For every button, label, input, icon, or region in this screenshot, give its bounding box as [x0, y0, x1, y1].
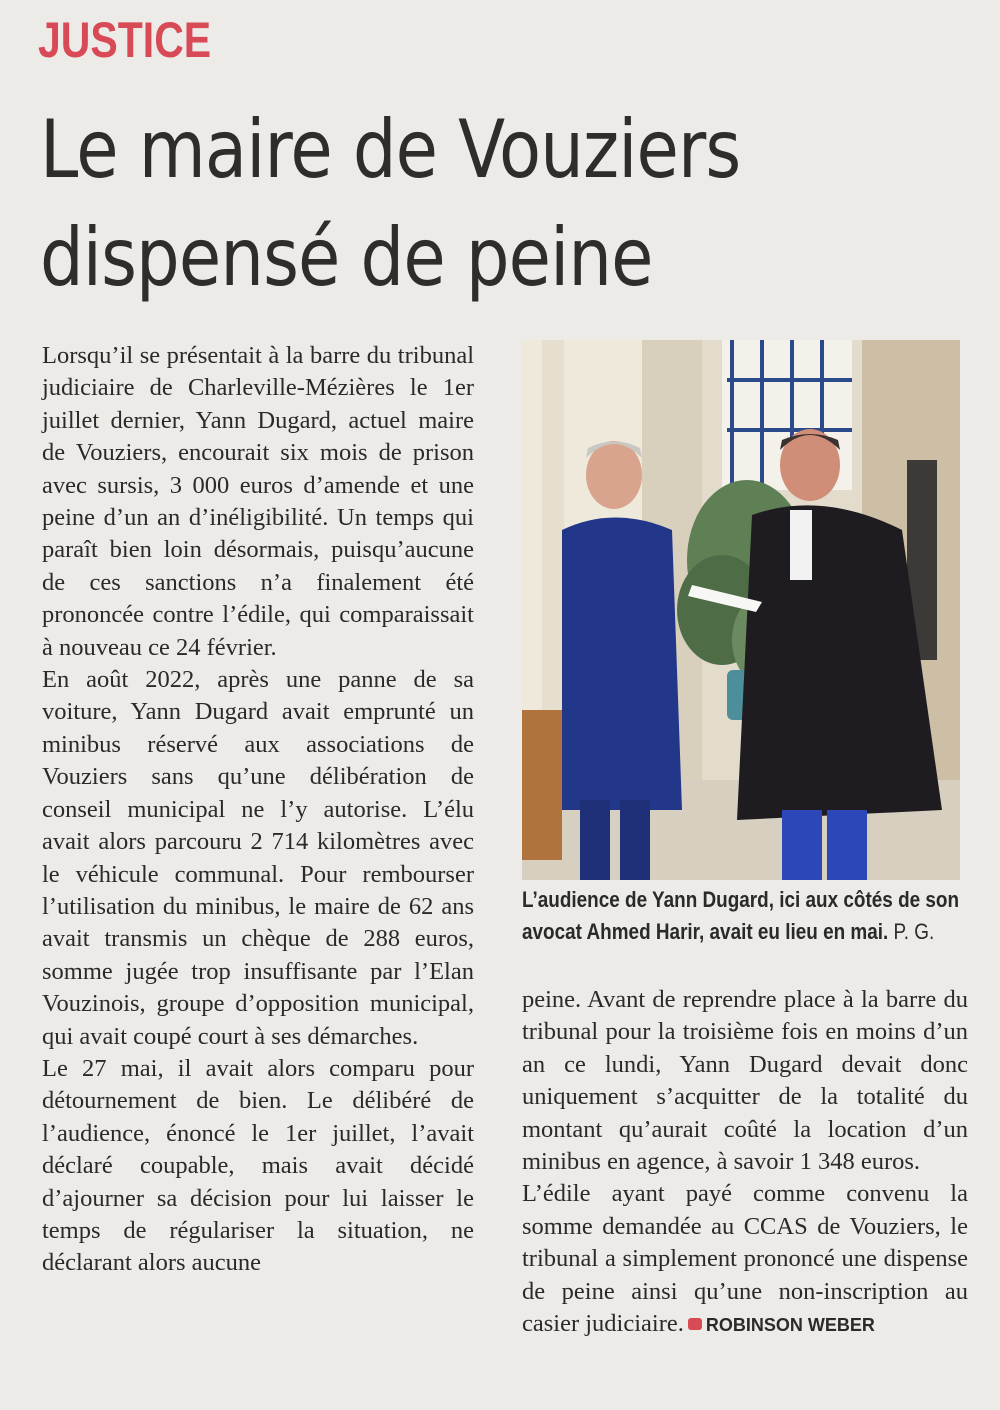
headline-line-1: Le maire de Vouziers: [40, 103, 741, 196]
headline: [40, 96, 814, 312]
caption-text: L’audience de Yann Dugard, ici aux côtés de son avocat Ahmed Harir, avait eu lieu en mai.: [522, 887, 960, 944]
article-column-left: [42, 340, 474, 1280]
headline-line-2: dispensé de peine: [40, 211, 653, 304]
paragraph-5: [522, 1178, 968, 1341]
section-rubric: JUSTICE: [38, 12, 212, 68]
byline: ROBINSON WEBER: [705, 1315, 875, 1336]
paragraph-3: Le 27 mai, il avait alors comparu pour détournement de bien. Le délibéré de l’audience, énoncé le 1er juillet, l’avait déclaré coupable, mais avait décidé d’ajourner sa décision pour lui laisser le temps de régulariser la situation, ne déclarant alors aucune: [42, 1054, 474, 1277]
byline-square-icon: [688, 1318, 702, 1330]
courtroom-photo-illustration: [522, 340, 960, 880]
paragraph-4: peine. Avant de reprendre place à la barre du tribunal pour la troisième fois en moins d’un an ce lundi, Yann Dugard devait donc uniquement s’acquitter de la totalité du montant qu’aurait coûté la location d’un minibus en agence, à savoir 1 348 euros.: [522, 986, 968, 1176]
article-photo: [522, 340, 960, 880]
photo-credit: P. G.: [893, 919, 935, 944]
paragraph-1: Lorsqu’il se présentait à la barre du tribunal judiciaire de Charleville-Mézières le 1er juillet dernier, Yann Dugard, actuel maire de Vouziers, encourait six mois de prison avec sursis, 3 000 euros d’amende et une peine d’un an d’inéligibilité. Un temps qui paraît bien loin désormais, puisqu’aucune de ces sanctions n’a finalement été prononcée contre l’édile, qui comparaissait à nouveau ce 24 février.: [42, 342, 474, 661]
photo-caption: [522, 884, 962, 948]
article-column-right: [522, 984, 968, 1341]
paragraph-5-text: L’édile ayant payé comme convenu la somme demandée au CCAS de Vouziers, le tribunal a simplement prononcé une dispense de peine ainsi qu’une non-inscription au casier judiciaire.: [522, 1180, 968, 1338]
paragraph-2: En août 2022, après une panne de sa voiture, Yann Dugard avait emprunté un minibus réservé aux associations de Vouziers sans qu’une délibération de conseil municipal ne l’y autorise. L’élu avait alors parcouru 2 714 kilomètres avec le véhicule communal. Pour rembourser l’utilisation du minibus, le maire de 62 ans avait transmis un chèque de 288 euros, somme jugée trop insuffisante par l’Elan Vouzinois, groupe d’opposition municipal, qui avait coupé court à ses démarches.: [42, 666, 474, 1050]
